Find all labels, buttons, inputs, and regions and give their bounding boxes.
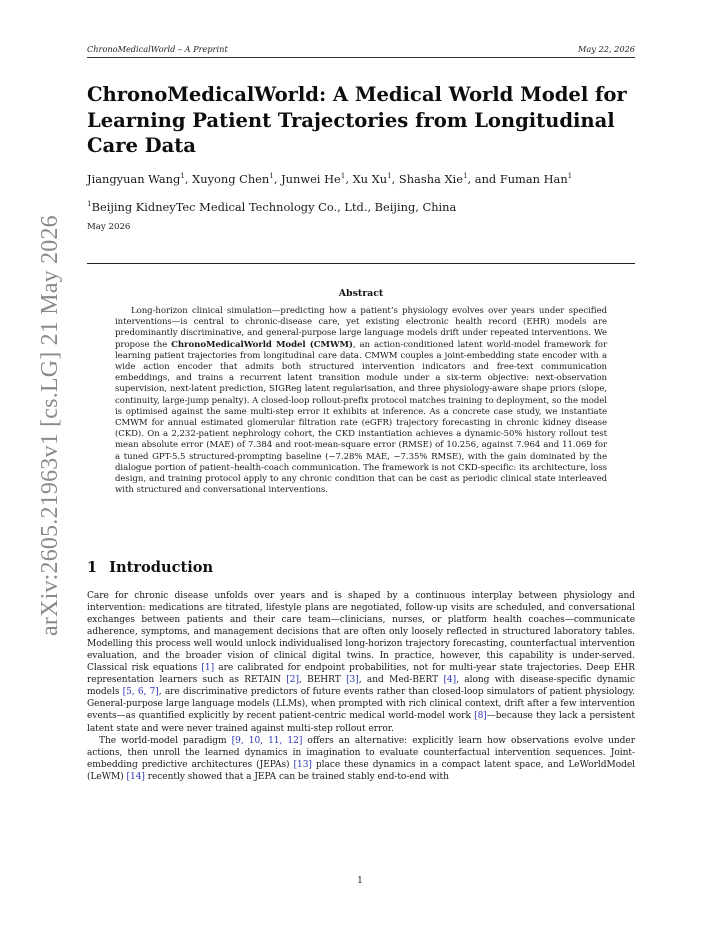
author-affiliation-marker: 1 <box>462 171 468 180</box>
author-affiliation-marker: 1 <box>180 171 185 180</box>
author-separator: , <box>391 172 399 186</box>
citation-link[interactable]: [13] <box>293 759 312 770</box>
intro-text: —because they lack a persistent latent state and were never trained against multi-step rollout error. <box>87 711 636 734</box>
paper-date: May 2026 <box>87 222 131 232</box>
affiliation-marker: 1 <box>87 199 92 208</box>
abstract-text-1: Long-horizon clinical simulation—predicting how a patient’s physiology evolves over years under specified interventions—is central to chronic-disease care, yet existing electronic health record (EHR) models are predominantly discriminative, and general-purpose large language models drift under repeated interventions. We propose the <box>115 306 607 350</box>
affiliation-text: Beijing KidneyTec Medical Technology Co., Ltd., Beijing, China <box>91 200 457 214</box>
intro-text: , along with disease-specific dynamic models <box>87 675 636 698</box>
intro-text: , and Med-BERT <box>358 675 444 686</box>
intro-text: are calibrated for endpoint probabilities, not for multi-year state trajectories. Deep EHR representation learners such as RETAIN <box>87 663 635 686</box>
intro-text: , BEHRT <box>298 675 347 686</box>
author-affiliation-marker: 1 <box>340 171 346 180</box>
author-separator: , <box>273 172 282 186</box>
arxiv-identifier-stamp: arXiv:2605.21963v1 [cs.LG] 21 May 2026 <box>37 215 63 636</box>
citation-link[interactable]: [14] <box>126 771 145 782</box>
author-name: Xu Xu <box>352 172 388 186</box>
intro-text: recently showed that a JEPA can be trained stably end-to-end with <box>144 771 449 782</box>
citation-link[interactable]: [8] <box>474 711 487 722</box>
running-title: ChronoMedicalWorld – A Preprint <box>87 44 228 54</box>
section-title: Introduction <box>109 559 214 576</box>
author-name: Junwei He <box>281 172 341 186</box>
author-name: Jiangyuan Wang <box>87 172 181 186</box>
section-number: 1 <box>87 559 98 576</box>
author-separator: , <box>184 172 193 186</box>
citation-link[interactable]: [3] <box>346 675 359 686</box>
citation-link[interactable]: [4] <box>443 675 457 686</box>
author-separator: , and <box>467 172 500 186</box>
author-list <box>87 172 635 186</box>
author-name: Xuyong Chen <box>192 172 270 186</box>
affiliation <box>87 200 635 214</box>
running-date: May 22, 2026 <box>578 44 635 54</box>
author-affiliation-marker: 1 <box>567 171 573 180</box>
author-affiliation-marker: 1 <box>269 171 274 180</box>
author-affiliation-marker: 1 <box>387 171 392 180</box>
intro-text: offers an alternative: explicitly learn how observations evolve under actions, then unroll the learned dynamics in imagination to evaluate counterfactual intervention sequences. Joint-embedding predictive architectures (JEPAs) <box>87 735 635 770</box>
intro-text: The world-model paradigm <box>99 735 232 746</box>
abstract-rule <box>87 263 635 264</box>
abstract-model-name: ChronoMedicalWorld Model (CMWM) <box>171 339 353 350</box>
abstract-text-2: , an action-conditioned latent world-model framework for learning patient trajectories from longitudinal care data. CMWM couples a joint-embedding state encoder with a wide action encoder that admits both structured intervention indicators and free-text communication embeddings, and trains a recurrent latent transition module under a six-term objective: next-observation supervision, next-latent prediction, SIGReg latent regularisation, and three physiology-aware shape priors (slope, continuity, large-jump penalty). A closed-loop rollout-prefix protocol matches training to deployment, so the model is optimised against the same multi-step error it exhibits at inference. As a concrete case study, we instantiate CMWM for annual estimated glomerular filtration rate (eGFR) trajectory forecasting in chronic kidney disease (CKD). On a 2,232-patient nephrology cohort, the CKD instantiation achieves a dynamic-50% history rollout test mean absolute error (MAE) of 7.384 and root-mean-square error (RMSE) of 10.256, against 7.964 and 11.069 for a tuned GPT-5.5 structured-prompting baseline (−7.28% MAE, −7.35% RMSE), with the gain dominated by the dialogue portion of patient–health-coach communication. The framework is not CKD-specific: its architecture, loss design, and training protocol apply to any chronic condition that can be cast as periodic clinical state interleaved with structured and conversational interventions. <box>115 339 607 496</box>
author-name: Fuman Han <box>499 172 568 186</box>
citation-link[interactable]: [5, 6, 7] <box>122 687 159 698</box>
intro-text: Care for chronic disease unfolds over years and is shaped by a continuous interplay between physiology and intervention: medications are titrated, lifestyle plans are negotiated, follow-up visits are scheduled, and conversational exchanges between patients and their care team—clinicians, nurses, or platform health coaches—communicate adherence, symptoms, and management decisions that are often only loosely reflected in structured laboratory tables. Modelling this process well would unlock individualised long-horizon trajectory forecasting, counterfactual intervention evaluation, and the broader vision of clinical digital twins. In practice, however, this capability is under-served. Classical risk equations <box>87 591 635 674</box>
page-number: 1 <box>357 876 363 886</box>
intro-text: , are discriminative predictors of future events rather than closed-loop simulators of patient physiology. General-purpose large language models (LLMs), when prompted with rich clinical context, drift after a few intervention events—as quantified explicitly by recent patient-centric medical world-model work <box>87 687 635 722</box>
section-heading-introduction <box>87 559 213 576</box>
author-separator: , <box>345 172 353 186</box>
paper-title: ChronoMedicalWorld: A Medical World Model for Learning Patient Trajectories from Longitudinal Care Data <box>87 83 627 157</box>
abstract-heading: Abstract <box>338 288 384 299</box>
citation-link[interactable]: [9, 10, 11, 12] <box>231 735 303 746</box>
citation-link[interactable]: [2] <box>286 675 299 686</box>
introduction-body <box>87 590 635 783</box>
abstract-body <box>115 306 607 496</box>
running-header <box>87 44 635 54</box>
intro-text: place these dynamics in a compact latent space, and LeWorldModel (LeWM) <box>87 759 635 782</box>
header-rule <box>87 57 635 58</box>
author-name: Shasha Xie <box>398 172 463 186</box>
intro-paragraph-2 <box>87 735 635 783</box>
citation-link[interactable]: [1] <box>201 663 215 674</box>
intro-paragraph-1 <box>87 590 635 735</box>
